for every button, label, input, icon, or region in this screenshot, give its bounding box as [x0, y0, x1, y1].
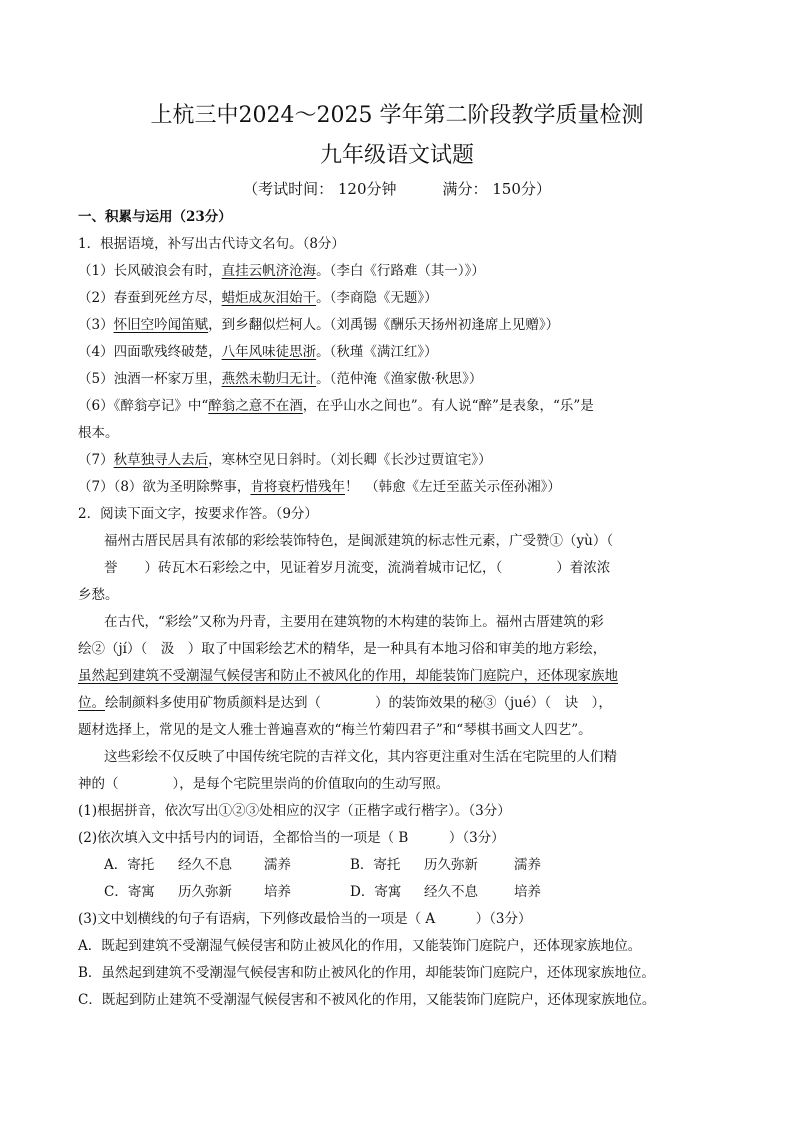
item-text: ，在乎山水之间也”。有人说“醉”是表象，“乐”是 [302, 398, 594, 414]
item-text: ，到乡翻似烂柯人。（刘禹锡《酬乐天扬州初逢席上见赠》） [208, 317, 560, 333]
passage-line: 题材选择上，常见的是文人雅士普遍喜欢的“梅兰竹菊四君子”和“琴棋书画文人四艺”。 [78, 722, 592, 738]
q1-item-3 [78, 316, 728, 334]
option-text: 培养 [514, 884, 541, 900]
answer-text: 燕然未勒归无计 [221, 371, 317, 387]
item-text: （1）长风破浪会有时， [78, 263, 222, 279]
item-text: 。（李商隐《无题》） [316, 290, 438, 306]
passage-line: 誉 ）砖瓦木石彩绘之中，见证着岁月流变，流淌着城市记忆，（ ）着浓浓 [104, 560, 611, 576]
option-b: B．虽然起到建筑不受潮湿气候侵害和防止被风化的作用，却能装饰门庭院户，还体现家族地位。 [78, 965, 655, 981]
answer-text: 直挂云帆济沧海 [221, 263, 317, 279]
option-c: C．既起到防止建筑不受潮湿气候侵害和不被风化的作用，又能装饰门庭院户，还体现家族地位。 [78, 992, 656, 1008]
item-text: （3） [78, 317, 114, 333]
passage-line: 在古代，“彩绘”又称为丹青，主要用在建筑物的木构建的装饰上。福州古厝建筑的彩 [104, 614, 604, 630]
option-text: B．寄托 [350, 857, 401, 873]
item-text: （2）春蚕到死丝方尽， [78, 290, 222, 306]
option-a: A．既起到建筑不受潮湿气候侵害和防止被风化的作用，又能装饰门庭院户，还体现家族地位。 [78, 938, 642, 954]
item-text: 。（范仲淹《渔家傲·秋思》） [316, 371, 483, 387]
exam-info [0, 178, 794, 199]
section-heading: 一、积累与运用（23分） [78, 209, 232, 225]
option-text: 经久不息 [424, 884, 478, 900]
exam-time: （考试时间： 120分钟 [243, 180, 397, 198]
exam-score: 满分： 150分） [442, 180, 551, 198]
passage-line: 神的（ ），是每个宅院里崇尚的价值取向的生动写照。 [78, 776, 450, 792]
passage-line: 这些彩绘不仅反映了中国传统宅院的吉祥文化，其内容更注重对生活在宅院里的人们精 [104, 749, 617, 765]
option-text: A．寄托 [104, 857, 155, 873]
q1-item-2 [78, 289, 728, 307]
item-text: ，寒林空见日斜时。（刘长卿《长沙过贾谊宅》） [208, 452, 492, 468]
item-text: 。（李白《行路难（其一）》） [316, 263, 485, 279]
q1-item-7 [78, 451, 728, 469]
option-text: 濡养 [514, 857, 541, 873]
answer-text: 蜡炬成灰泪始干 [221, 290, 317, 306]
passage-line-underlined: 虽然起到建筑不受潮湿气候侵害和防止不被风化的作用，却能装饰门庭院户，还体现家族地 [78, 668, 618, 684]
passage-line: 福州古厝民居具有浓郁的彩绘装饰特色，是闽派建筑的标志性元素，广受赞①（yù）（ [104, 533, 614, 549]
underlined-text: 位。 [78, 695, 105, 711]
answer-text: 肯将衰朽惜残年 [250, 479, 345, 495]
item-text: 。（秋瑾《满江红》） [316, 344, 438, 360]
answer-text: 怀旧空吟闻笛赋 [113, 317, 209, 333]
option-text: C．寄寓 [104, 884, 155, 900]
passage-text: 绘制颜料多使用矿物质颜料是达到（ ）的装饰效果的秘③（jué）（ 诀 ）， [105, 695, 612, 711]
item-text: （4）四面歌残终破楚， [78, 344, 222, 360]
item-text: （6）《醉翁亭记》中“ [78, 398, 209, 414]
item-text: ！ （韩愈《左迁至蓝关示侄孙湘》） [344, 479, 561, 495]
passage-line [78, 694, 728, 712]
answer-text: 醉翁之意不在酒 [208, 398, 303, 414]
option-text: 经久不息 [178, 857, 232, 873]
options-row-2 [104, 883, 754, 901]
q1-item-1 [78, 262, 728, 280]
exam-title: 上杭三中2024～2025 学年第二阶段教学质量检测 [150, 103, 644, 128]
q1-item-5 [78, 370, 728, 388]
q2-sub2: (2)依次填入文中括号内的词语，全都恰当的一项是（ B ）（3分） [78, 830, 505, 846]
q1-prompt: 1．根据语境，补写出古代诗文名句。（8分） [78, 236, 345, 252]
q1-item-6-cont: 根本。 [78, 425, 119, 441]
option-text: 培养 [264, 884, 291, 900]
q2-sub3: (3)文中划横线的句子有语病，下列修改最恰当的一项是（ A ）（3分） [78, 911, 532, 927]
option-text: 历久弥新 [424, 857, 478, 873]
answer-text: 秋草独寻人去后 [113, 452, 209, 468]
option-text: 濡养 [264, 857, 291, 873]
exam-subtitle: 九年级语文试题 [319, 143, 474, 168]
q1-item-4 [78, 343, 728, 361]
q1-item-8 [78, 478, 728, 496]
item-text: （7） [78, 452, 114, 468]
answer-text: 八年风味徒思浙 [221, 344, 317, 360]
item-text: （7）（8）欲为圣明除弊事， [78, 479, 251, 495]
option-text: 历久弥新 [178, 884, 232, 900]
passage-line: 绘②（jí）（ 汲 ）取了中国彩绘艺术的精华，是一种具有本地习俗和审美的地方彩绘， [78, 641, 607, 657]
q2-prompt: 2．阅读下面文字，按要求作答。（9分） [78, 506, 318, 522]
passage-line: 乡愁。 [78, 587, 119, 603]
option-text: D．寄寓 [350, 884, 402, 900]
item-text: （5）浊酒一杯家万里， [78, 371, 222, 387]
q1-item-6 [78, 397, 728, 415]
options-row-1 [104, 856, 754, 874]
q2-sub1: (1)根据拼音，依次写出①②③处相应的汉字（正楷字或行楷字）。（3分） [78, 803, 511, 819]
